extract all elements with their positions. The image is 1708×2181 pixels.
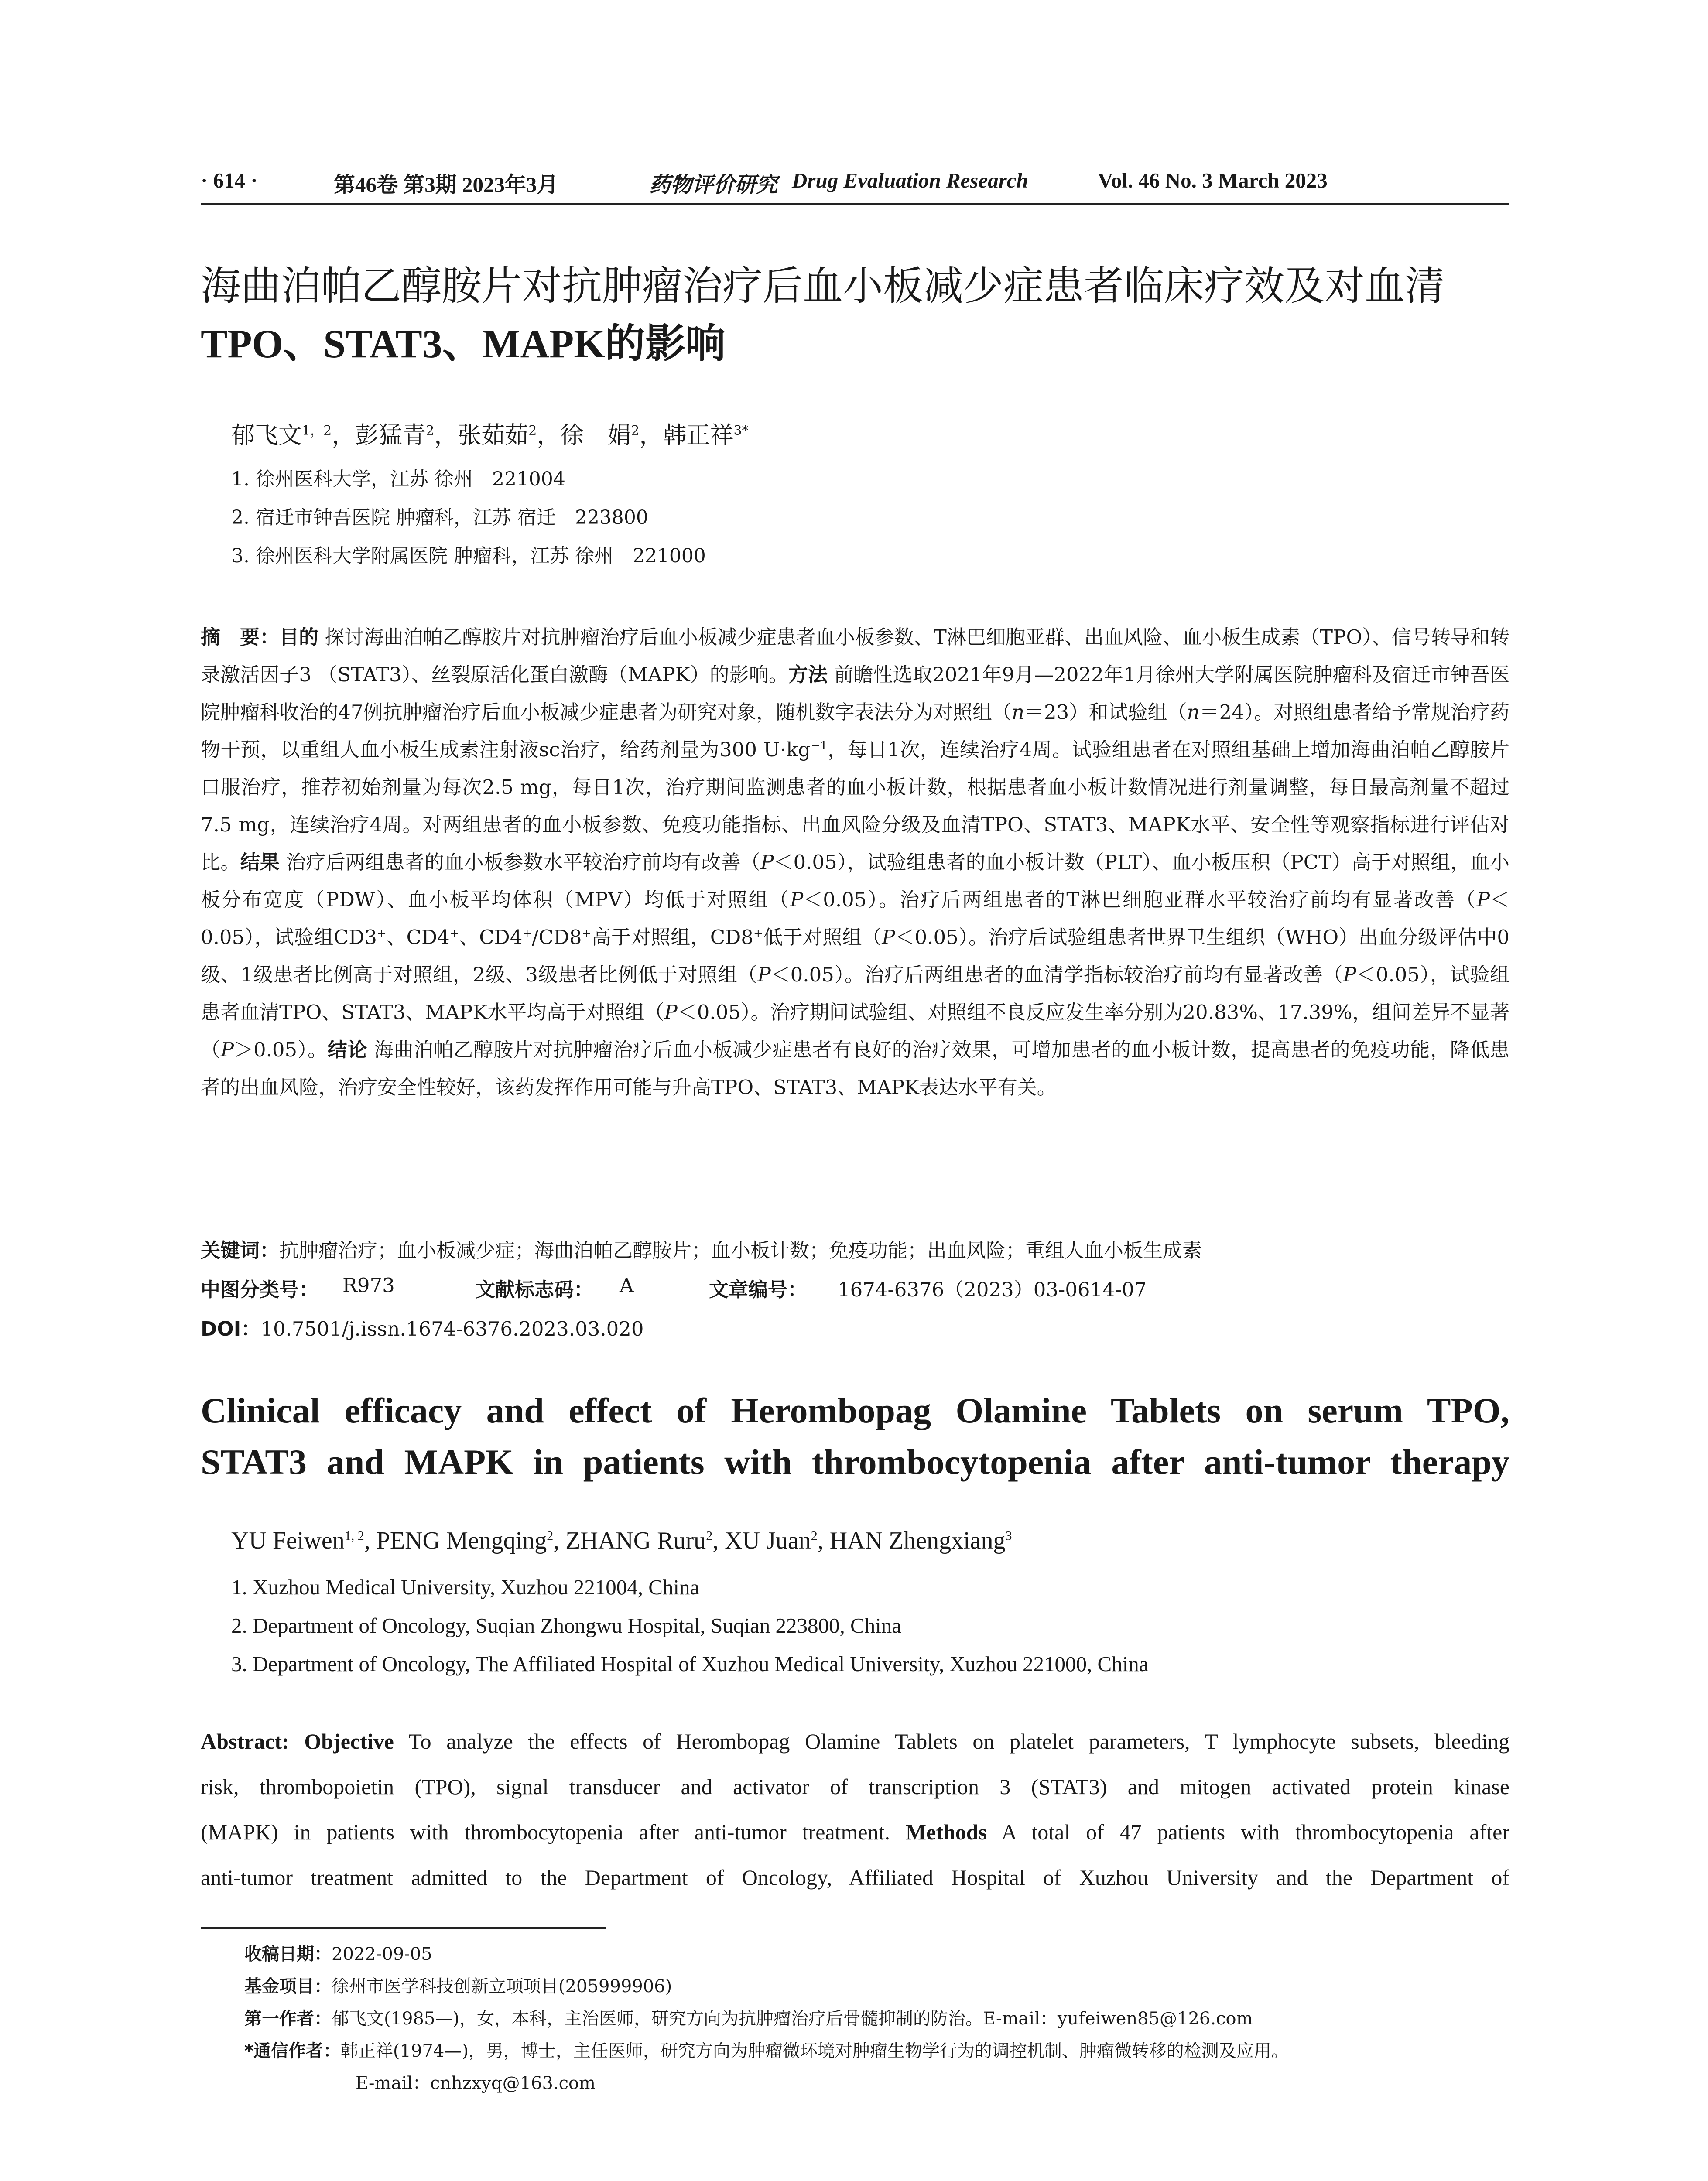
abstract-en-text: (MAPK) in patients with thrombocytopenia after anti-tumor treatment. (201, 1820, 890, 1844)
results-text: 。治疗期间试验组、对照组不良反应发生率分别为20.83%、17.39%，组间差异不显著（ (201, 1001, 1509, 1061)
title-zh-line1: 海曲泊帕乙醇胺片对抗肿瘤治疗后血小板减少症患者临床疗效及对血清 (201, 263, 1445, 309)
author-sep: ， (332, 421, 356, 449)
affiliation-en: 2. Department of Oncology, Suqian Zhongwu Hospital, Suqian 223800, China (231, 1614, 902, 1637)
footnote-label: 第一作者： (244, 2009, 332, 2029)
italic-p: P (1343, 963, 1356, 986)
footnote-label: 收稿日期： (244, 1944, 332, 1964)
italic-p: P (790, 888, 804, 911)
author-affil-sup: 3 (1005, 1528, 1012, 1543)
results-text: 、CD4 (459, 926, 523, 949)
footnote-text: 郁飞文(1985—)，女，本科，主治医师，研究方向为抗肿瘤治疗后骨髓抑制的防治。E-mail：yufeiwen85@126.com (332, 2009, 1253, 2029)
author-sep: ， (639, 421, 663, 449)
methods-text: 前瞻性选取2021年9月—2022年1月徐州大学附属医院肿瘤科及宿迁市钟吾医院肿瘤科收治的47例抗肿瘤治疗后血小板减少症患者为研究对象，随机数字表法分为对照组（ (201, 663, 1509, 724)
plus-sup: + (377, 927, 387, 940)
header-rule (201, 203, 1509, 205)
author-name: 徐 娟 (560, 421, 631, 449)
abstract-en-text: A total of 47 patients with thrombocytopenia after (1001, 1820, 1510, 1844)
abstract-en-line (201, 1719, 1509, 1764)
methods-text: ＝23）和试验组（ (1024, 701, 1187, 724)
italic-p: P (664, 1001, 678, 1024)
author-name: , ZHANG Ruru (553, 1527, 706, 1554)
plus-sup: + (522, 927, 532, 940)
p-value: ＜0.05） (895, 926, 969, 949)
results-label: 结果 (240, 851, 280, 874)
page-number: · 614 · (201, 168, 258, 192)
author-name: 郁飞文 (231, 421, 302, 449)
journal-logo: 药物评价研究 (649, 172, 778, 197)
article-no-value: 1674-6376（2023）03-0614-07 (838, 1278, 1147, 1301)
results-text: 。治疗后试验组患者世界卫生组织（WHO）出血分级评估中0级、1级患者比例高于对照组，2级、3级患者比例低于对照组（ (201, 926, 1509, 986)
footnote-corresponding-email: E-mail：cnhzxyq@163.com (356, 2073, 596, 2093)
running-header (201, 168, 1509, 207)
author-sep: ， (434, 421, 458, 449)
results-text: /CD8 (532, 926, 582, 949)
title-zh-line2: TPO、STAT3、MAPK的影响 (201, 321, 726, 366)
author-affil-sup: 2 (547, 1528, 554, 1543)
unit-sup: −1 (811, 739, 828, 752)
results-text: ，试验组患者血清TPO、STAT3、MAPK水平均高于对照组（ (201, 963, 1509, 1024)
affiliation-en: 1. Xuzhou Medical University, Xuzhou 221004, China (231, 1575, 700, 1599)
affiliation-zh: 3. 徐州医科大学附属医院 肿瘤科，江苏 徐州 221000 (231, 545, 706, 567)
issue-zh: 第46卷 第3期 2023年3月 (334, 173, 558, 197)
abstract-en-heading: Abstract: Objective (201, 1729, 394, 1754)
title-en-line2: STAT3 and MAPK in patients with thrombocytopenia after anti-tumor therapy (201, 1442, 1509, 1482)
footnote-rule (201, 1927, 606, 1929)
abstract-en-line (201, 1809, 1509, 1855)
clc-label: 中图分类号： (201, 1278, 319, 1301)
author-affil-sup: 2 (426, 423, 435, 438)
abstract-heading: 摘 要： (201, 626, 280, 649)
author-name: YU Feiwen (231, 1527, 345, 1554)
results-text: 低于对照组（ (763, 926, 882, 949)
journal-name-en: Drug Evaluation Research (792, 168, 1028, 192)
keywords (201, 1234, 1202, 1263)
doc-code-label: 文献标志码： (476, 1278, 594, 1301)
abstract-en (201, 1719, 1509, 1900)
footnote-first-author (244, 2005, 1253, 2030)
clc-value: R973 (342, 1274, 395, 1297)
abstract-zh (201, 619, 1509, 1106)
footnote-label: *通信作者： (244, 2041, 341, 2061)
author-sep: ， (537, 421, 561, 449)
results-text: 。 (308, 1038, 328, 1061)
methods-label-en: Methods (905, 1820, 987, 1844)
title-zh (201, 257, 1509, 373)
author-affil-sup: 2 (528, 423, 537, 438)
p-value: ＜0.05） (770, 963, 845, 986)
methods-text: ＝24）。对照组患者给予常规治疗药物干预，以重组人血小板生成素注射液sc治疗，给药剂量为300 U·kg (201, 701, 1510, 761)
footnote-received (244, 1940, 432, 1965)
abstract-en-line: risk, thrombopoietin (TPO), signal transducer and activator of transcription 3 (STAT3) and mitogen activated protein kinase (201, 1774, 1509, 1799)
author-name: 彭猛青 (355, 421, 426, 449)
footnote-fund (244, 1972, 672, 1997)
results-text: 、CD4 (386, 926, 450, 949)
footnote-label: 基金项目： (244, 1976, 332, 1996)
results-text: 高于对照组，CD8 (591, 926, 753, 949)
author-affil-sup: 1, 2 (344, 1528, 364, 1543)
article-no-label: 文章编号： (709, 1278, 808, 1301)
conclusion-text: 海曲泊帕乙醇胺片对抗肿瘤治疗后血小板减少症患者有良好的治疗效果，可增加患者的血小板计数，提高患者的免疫功能，降低患者的出血风险，治疗安全性较好，该药发挥作用可能与升高TPO、STAT3、MAPK表达水平有关。 (201, 1038, 1509, 1099)
italic-n: n (1187, 701, 1200, 724)
results-text: ，试验组CD3 (254, 926, 377, 949)
author-name: , PENG Mengqing (364, 1527, 547, 1554)
p-value: ＜0.05） (1356, 963, 1430, 986)
italic-p: P (882, 926, 895, 949)
footnote-text: 徐州市医学科技创新立项项目(205999906) (332, 1976, 672, 1996)
author-name: 张茹茹 (458, 421, 529, 449)
methods-label: 方法 (788, 663, 828, 686)
p-value: ＜0.05） (677, 1001, 751, 1024)
plus-sup: + (449, 927, 459, 940)
objective-label: 目的 (279, 626, 319, 649)
keywords-label: 关键词： (201, 1239, 280, 1262)
results-text: 。治疗后两组患者的血清学指标较治疗前均有显著改善（ (844, 963, 1343, 986)
affiliation-zh: 1. 徐州医科大学，江苏 徐州 221004 (231, 468, 565, 490)
p-value: ＜0.05） (774, 851, 847, 874)
author-affil-sup: 3* (733, 423, 749, 438)
author-name: , HAN Zhengxiang (817, 1527, 1006, 1554)
footnote-text: 韩正祥(1974—)，男，博士，主任医师，研究方向为肿瘤微环境对肿瘤生物学行为的调控机制、肿瘤微转移的检测及应用。 (340, 2041, 1289, 2061)
plus-sup: + (582, 927, 592, 940)
classification-line (201, 1274, 1509, 1300)
abstract-en-text: To analyze the effects of Herombopag Olamine Tablets on platelet parameters, T lymphocyte subsets, bleeding (408, 1729, 1509, 1754)
issue-en: Vol. 46 No. 3 March 2023 (1098, 168, 1328, 192)
italic-p: P (1476, 888, 1490, 911)
author-name: , XU Juan (712, 1527, 811, 1554)
doc-code-value: A (620, 1274, 634, 1297)
results-text: 。治疗后两组患者的T淋巴细胞亚群水平较治疗前均有显著改善（ (879, 888, 1477, 911)
results-text: 治疗后两组患者的血小板参数水平较治疗前均有改善（ (286, 851, 761, 874)
author-affil-sup: 2 (706, 1528, 713, 1543)
author-name: 韩正祥 (663, 421, 734, 449)
methods-text: ，每日1次，连续治疗4周。试验组患者在对照组基础上增加海曲泊帕乙醇胺片口服治疗，推荐初始剂量为每次2.5 mg，每日1次，治疗期间监测患者的血小板计数，根据患者血小板计数情况进行剂量调整，每日最高剂量不超过7.5 mg，连续治疗4周。对两组患者的血小板参数、免疫功能指标、出血风险分级及血清TPO、STAT3、MAPK水平、安全性等观察指标进行评估对比。 (201, 738, 1510, 874)
authors-zh (231, 417, 749, 450)
plus-sup: + (753, 927, 763, 940)
title-en (201, 1385, 1509, 1488)
affiliation-zh: 2. 宿迁市钟吾医院 肿瘤科，江苏 宿迁 223800 (231, 506, 648, 529)
results-text: ，试验组患者的血小板计数（PLT）、血小板压积（PCT）高于对照组，血小板分布宽度（PDW）、血小板平均体积（MPV）均低于对照组（ (201, 851, 1509, 911)
italic-n: n (1011, 701, 1024, 724)
author-affil-sup: 2 (631, 423, 640, 438)
p-value: ＞0.05） (233, 1038, 308, 1061)
italic-p: P (760, 851, 774, 874)
abstract-en-line: anti-tumor treatment admitted to the Department of Oncology, Affiliated Hospital of Xuzhou University and the Department of (201, 1865, 1509, 1890)
conclusion-label: 结论 (327, 1038, 368, 1061)
authors-en (231, 1527, 1012, 1555)
author-affil-sup: 2 (811, 1528, 818, 1543)
title-en-line1: Clinical efficacy and effect of Herombopag Olamine Tablets on serum TPO, (201, 1391, 1509, 1430)
doi-label: DOI： (201, 1317, 261, 1340)
doi-value: 10.7501/j.issn.1674-6376.2023.03.020 (260, 1317, 644, 1340)
italic-p: P (220, 1038, 234, 1061)
objective-text: 探讨海曲泊帕乙醇胺片对抗肿瘤治疗后血小板减少症患者血小板参数、T淋巴细胞亚群、出血风险、血小板生成素（TPO）、信号转导和转录激活因子3 （STAT3）、丝裂原活化蛋白激酶（MAPK）的影响。 (201, 626, 1509, 686)
p-value: ＜0.05） (803, 888, 879, 911)
author-affil-sup: 1，2 (302, 423, 332, 438)
affiliation-en: 3. Department of Oncology, The Affiliated Hospital of Xuzhou Medical University, Xuzhou 221000, China (231, 1652, 1149, 1676)
doi (201, 1313, 644, 1341)
p-value: ＜0.05） (201, 888, 1509, 949)
footnote-text: 2022-09-05 (332, 1944, 432, 1964)
italic-p: P (757, 963, 771, 986)
footnote-corresponding (244, 2037, 1289, 2062)
keywords-text: 抗肿瘤治疗；血小板减少症；海曲泊帕乙醇胺片；血小板计数；免疫功能；出血风险；重组人血小板生成素 (279, 1239, 1202, 1262)
